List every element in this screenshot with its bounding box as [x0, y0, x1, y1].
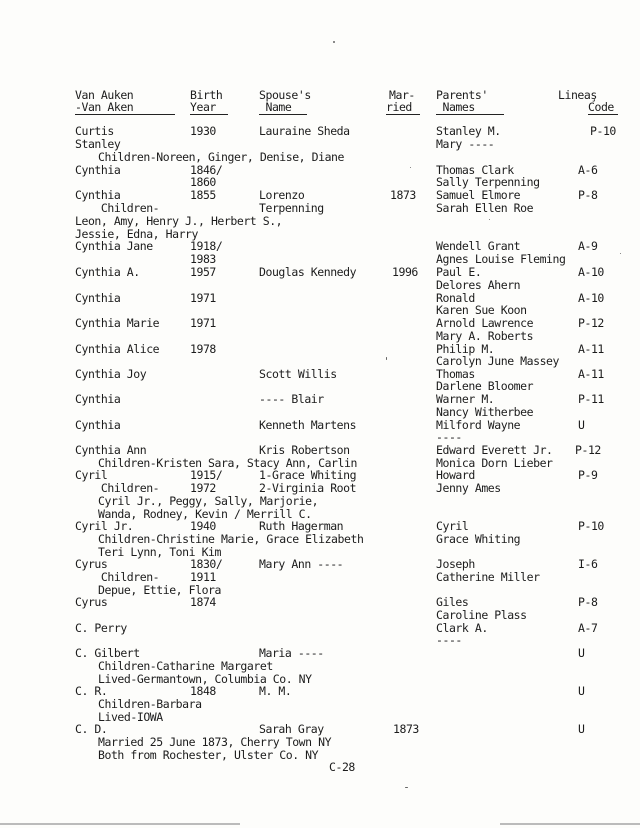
entry-birth-year: 1855 — [190, 188, 216, 202]
entry-birth-year: 1915/ — [190, 468, 223, 482]
entry-spouse: Mary Ann ---- — [259, 557, 344, 571]
entry-lineage-code: A-11 — [578, 342, 604, 356]
entry-name: Curtis — [75, 124, 114, 138]
scan-edge — [0, 823, 240, 825]
entry-name: C. Gilbert — [75, 646, 140, 660]
entry-children: Teri Lynn, Toni Kim — [98, 545, 221, 559]
entry-children: Children-Christine Marie, Grace Elizabeth — [98, 532, 364, 546]
header-spouse-line1: Spouse's — [259, 88, 311, 102]
entry-parents: Stanley M. — [436, 124, 501, 138]
entry-name: C. R. — [75, 684, 108, 698]
entry-name: Cyrus — [75, 595, 108, 609]
entry-lineage-code: P-10 — [590, 124, 616, 138]
entry-children: Leon, Amy, Henry J., Herbert S., — [75, 214, 283, 228]
entry-birth-year: 1846/ — [190, 163, 223, 177]
entry-name: Cynthia A. — [75, 265, 140, 279]
entry-children: Children-Kristen Sara, Stacy Ann, Carlin — [98, 456, 357, 470]
entry-parents: Darlene Bloomer — [436, 379, 534, 393]
entry-children: Jessie, Edna, Harry — [75, 227, 198, 241]
entry-residence: Lived-Germantown, Columbia Co. NY — [98, 672, 312, 686]
entry-parents: Milford Wayne — [436, 418, 521, 432]
entry-name: Cyril Jr. — [75, 519, 134, 533]
entry-note: Married 25 June 1873, Cherry Town NY — [98, 735, 332, 749]
entry-children: Children-Catharine Margaret — [98, 659, 273, 673]
entry-spouse: Sarah Gray — [259, 722, 324, 736]
entry-lineage-code: U — [578, 646, 585, 660]
scan-edge — [500, 823, 640, 825]
entry-name: C. Perry — [75, 621, 127, 635]
entry-spouse: Scott Willis — [259, 367, 337, 381]
entry-name: Cynthia Marie — [75, 316, 160, 330]
entry-parents: Cyril — [436, 519, 469, 533]
entry-note: Both from Rochester, Ulster Co. NY — [98, 748, 319, 762]
entry-parents: Caroline Plass — [436, 608, 527, 622]
entry-married-year: 1873 — [390, 188, 416, 202]
entry-name: Cynthia Joy — [75, 367, 147, 381]
entry-name: Cyril — [75, 468, 108, 482]
entry-parents: Giles — [436, 595, 469, 609]
entry-name: Cynthia — [75, 392, 121, 406]
entry-lineage-code: P-10 — [578, 519, 604, 533]
entry-parents: Jenny Ames — [436, 481, 501, 495]
entry-name: Cyrus — [75, 557, 108, 571]
entry-spouse: Ruth Hagerman — [259, 519, 344, 533]
entry-parents: Mary A. Roberts — [436, 329, 534, 343]
entry-children-label: Children- — [75, 481, 160, 495]
entry-parents: Paul E. — [436, 265, 482, 279]
header-name-line1: Van Auken — [75, 88, 134, 102]
entry-name: Cynthia — [75, 418, 121, 432]
entry-children: Children-Barbara — [98, 697, 202, 711]
entry-birth-year: 1940 — [190, 519, 216, 533]
entry-children-label: Children- — [75, 570, 160, 584]
entry-lineage-code: U — [578, 722, 585, 736]
entry-parents: Arnold Lawrence — [436, 316, 534, 330]
scan-speck — [489, 219, 490, 220]
entry-lineage-code: P-8 — [578, 188, 598, 202]
entry-birth-year: 1874 — [190, 595, 216, 609]
header-parents-line2: Names — [436, 100, 475, 114]
entry-spouse: Kris Robertson — [259, 443, 350, 457]
entry-name: Cynthia — [75, 291, 121, 305]
entry-spouse: Maria ---- — [259, 646, 324, 660]
entry-lineage-code: A-6 — [578, 163, 598, 177]
entry-spouse: 2-Virginia Root — [259, 481, 357, 495]
entry-lineage-code: A-11 — [578, 367, 604, 381]
entry-name: Cynthia Alice — [75, 342, 160, 356]
header-underline-lineage — [588, 114, 618, 115]
entry-parents: Ronald — [436, 291, 475, 305]
entry-children: Children-Noreen, Ginger, Denise, Diane — [98, 150, 344, 164]
entry-spouse: ---- Blair — [259, 392, 324, 406]
header-married-line2: ried — [386, 100, 412, 114]
entry-parents: Sarah Ellen Roe — [436, 201, 534, 215]
entry-parents: Thomas Clark — [436, 163, 514, 177]
entry-death-year: 1860 — [190, 175, 216, 189]
header-underline-birth — [190, 114, 228, 115]
entry-name: C. D. — [75, 722, 108, 736]
entry-spouse: M. M. — [259, 684, 292, 698]
header-birth-line2: Year — [190, 100, 216, 114]
entry-name: Cynthia — [75, 188, 121, 202]
entry-parents: Karen Sue Koon — [436, 303, 527, 317]
entry-birth-year: 1830/ — [190, 557, 223, 571]
entry-lineage-code: U — [578, 418, 585, 432]
header-name-line2: -Van Aken — [75, 100, 134, 114]
entry-parents: Thomas — [436, 367, 475, 381]
entry-parents: Howard — [436, 468, 475, 482]
entry-parents: Catherine Miller — [436, 570, 540, 584]
entry-children: Cyril Jr., Peggy, Sally, Marjorie, — [98, 494, 319, 508]
entry-lineage-code: P-9 — [578, 468, 598, 482]
entry-lineage-code: I-6 — [578, 557, 598, 571]
entry-death-year: 1972 — [190, 481, 216, 495]
scan-speck — [386, 357, 387, 360]
header-spouse-line2: Name — [259, 100, 292, 114]
entry-parents: Carolyn June Massey — [436, 354, 559, 368]
entry-married-year: 1873 — [393, 722, 419, 736]
entry-parents: Wendell Grant — [436, 239, 521, 253]
entry-parents: Monica Dorn Lieber — [436, 456, 553, 470]
entry-spouse: 1-Grace Whiting — [259, 468, 357, 482]
entry-children: Wanda, Rodney, Kevin / Merrill C. — [98, 507, 312, 521]
entry-spouse: Lauraine Sheda — [259, 124, 350, 138]
header-lineage-line2: Code — [588, 100, 614, 114]
scan-speck — [405, 787, 408, 788]
entry-birth-year: 1971 — [190, 291, 216, 305]
entry-spouse: Terpenning — [259, 201, 324, 215]
entry-name: Cynthia Jane — [75, 239, 153, 253]
entry-parents: ---- — [436, 430, 462, 444]
header-lineage-line1: Lineaş — [558, 88, 597, 102]
entry-parents: Delores Ahern — [436, 278, 521, 292]
entry-name: Cynthia Ann — [75, 443, 147, 457]
entry-lineage-code: A-7 — [578, 621, 598, 635]
entry-spouse: Kenneth Martens — [259, 418, 357, 432]
entry-children: Depue, Ettie, Flora — [98, 583, 221, 597]
entry-lineage-code: P-11 — [578, 392, 604, 406]
entry-lineage-code: A-9 — [578, 239, 598, 253]
entry-parents: Grace Whiting — [436, 532, 521, 546]
entry-birth-year: 1930 — [190, 124, 216, 138]
scan-speck — [620, 253, 621, 254]
header-underline-parents — [436, 114, 504, 115]
header-parents-line1: Parents' — [436, 88, 488, 102]
entry-name: Cynthia — [75, 163, 121, 177]
header-underline-spouse — [259, 114, 307, 115]
entry-parents: Sally Terpenning — [436, 175, 540, 189]
entry-death-year: 1983 — [190, 252, 216, 266]
entry-death-year: 1911 — [190, 570, 216, 584]
entry-birth-year: 1978 — [190, 342, 216, 356]
entry-spouse: Lorenzo — [259, 188, 305, 202]
entry-name: Stanley — [75, 137, 121, 151]
header-married-line1: Mar- — [389, 88, 415, 102]
entry-married-year: 1996 — [392, 265, 418, 279]
scan-speck — [410, 167, 411, 168]
entry-parents: Warner M. — [436, 392, 495, 406]
page-number: C-28 — [329, 760, 355, 774]
entry-parents: Philip M. — [436, 342, 495, 356]
entry-parents: Mary ---- — [436, 137, 495, 151]
entry-parents: Nancy Witherbee — [436, 405, 534, 419]
entry-parents: ---- — [436, 633, 462, 647]
entry-lineage-code: U — [578, 684, 585, 698]
entry-children-label: Children- — [75, 201, 160, 215]
entry-birth-year: 1848 — [190, 684, 216, 698]
entry-residence: Lived-IOWA — [98, 710, 163, 724]
entry-parents: Agnes Louise Fleming — [436, 252, 566, 266]
entry-birth-year: 1957 — [190, 265, 216, 279]
scan-speck — [333, 41, 335, 43]
entry-parents: Joseph — [436, 557, 475, 571]
entry-parents: Edward Everett Jr. — [436, 443, 553, 457]
header-underline-name — [75, 114, 175, 115]
entry-lineage-code: P-12 — [578, 316, 604, 330]
entry-birth-year: 1918/ — [190, 239, 223, 253]
entry-lineage-code: P-12 — [575, 443, 601, 457]
entry-lineage-code: A-10 — [578, 291, 604, 305]
entry-lineage-code: P-8 — [578, 595, 598, 609]
entry-birth-year: 1971 — [190, 316, 216, 330]
header-birth-line1: Birth — [190, 88, 223, 102]
entry-spouse: Douglas Kennedy — [259, 265, 357, 279]
entry-parents: Clark A. — [436, 621, 488, 635]
header-underline-married — [386, 114, 420, 115]
entry-lineage-code: A-10 — [578, 265, 604, 279]
entry-parents: Samuel Elmore — [436, 188, 521, 202]
